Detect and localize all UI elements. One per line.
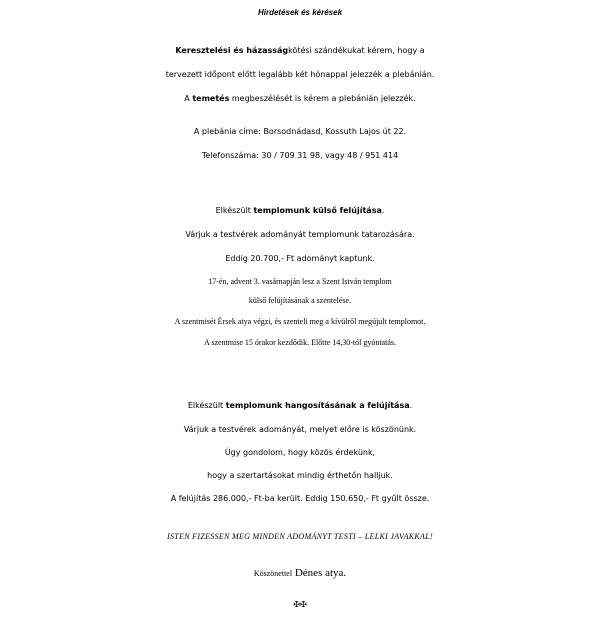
exterior-line-5: külső felújításának a szentelése. xyxy=(248,296,352,305)
page-title: Hirdetések és kérések xyxy=(257,8,343,17)
sound-line-5: A felújítás 286.000,- Ft-ba került. Eddig 150.650,- Ft gyűlt össze. xyxy=(170,494,430,503)
exterior-line-1-end: . xyxy=(381,206,385,215)
signature-text: Dénes atya. xyxy=(292,567,347,579)
thanks-text: Köszönettel xyxy=(253,569,293,578)
exterior-line-1-pre: Elkészült xyxy=(215,206,254,215)
announcement-line-1 xyxy=(0,46,600,55)
sound-line-2: Várjuk a testvérek adományát, melyet előre is köszönünk. xyxy=(183,425,417,434)
cross-icons: ✠✠ xyxy=(293,600,307,609)
parish-address: A plebánia címe: Borsodnádasd, Kossuth Lajos út 22. xyxy=(193,127,407,136)
sound-line-3: Úgy gondolom, hogy közös érdekünk, xyxy=(224,448,376,457)
sound-line-1 xyxy=(0,401,600,410)
announcement-line-1-text: kötési szándékukat kérem, hogy a xyxy=(288,46,425,55)
announcement-line-3 xyxy=(0,94,600,103)
baptism-marriage-bold: Keresztelési és házasság xyxy=(175,46,289,55)
exterior-line-4: 17-én, advent 3. vasárnapján lesz a Szent István templom xyxy=(208,277,392,286)
announcement-line-3-text: megbeszélését is kérem a plebánián jelezzék. xyxy=(229,94,416,103)
exterior-line-7: A szentmise 15 órakor kezdődik. Előtte 14,30-tól gyóntatás. xyxy=(204,338,396,347)
exterior-line-2: Várjuk a testvérek adományát templomunk tatarozására. xyxy=(185,230,415,239)
sound-line-4: hogy a szertartásokat mindig érthetőn halljuk. xyxy=(207,471,393,480)
announcement-line-3-pre: A xyxy=(184,94,193,103)
funeral-bold: temetés xyxy=(192,94,230,103)
thanks-line xyxy=(0,567,600,579)
announcement-line-2: tervezett időpont előtt legalább két hónappal jelezzék a plebánián. xyxy=(165,70,435,79)
sound-line-1-end: . xyxy=(409,401,413,410)
sound-bold: templomunk hangosításának a felújítása xyxy=(225,401,410,410)
exterior-line-1 xyxy=(0,206,600,215)
exterior-line-6: A szentmisét Érsek atya végzi, és szenteli meg a kívülről megújult templomot. xyxy=(174,317,426,326)
parish-phone: Telefonszáma: 30 / 709 31 98, vagy 48 / 951 414 xyxy=(201,151,399,160)
blessing-line: ISTEN FIZESSEN MEG MINDEN ADOMÁNYT TESTI – LELKI JAVAKKAL! xyxy=(167,532,433,541)
exterior-line-3: Eddig 20.700,- Ft adományt kaptunk. xyxy=(225,254,375,263)
exterior-bold: templomunk külső felújítása xyxy=(253,206,382,215)
sound-line-1-pre: Elkészült xyxy=(187,401,226,410)
